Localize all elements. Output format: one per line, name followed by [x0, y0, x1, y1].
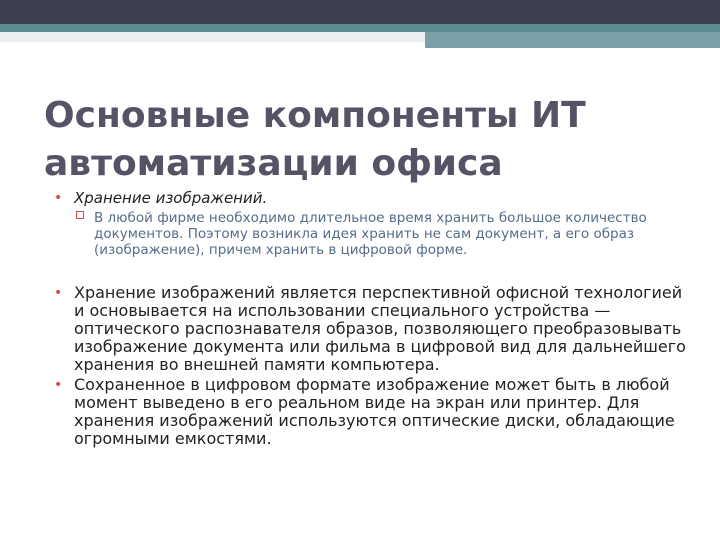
- sub-bullet-text: В любой фирме необходимо длительное время хранить большое количество документов. Поэтому возникла идея хранить не сам документ, а его образ (изображение), причем хранить в цифровой форме.: [94, 210, 647, 258]
- bullet-text: Сохраненное в цифровом формате изображение может быть в любой момент выведено в его реальном виде на экран или принтер. Для хранения изображений используются оптические диски, обладающие огромными емкостями.: [74, 375, 675, 448]
- bullet-marker-icon: •: [54, 190, 63, 206]
- header-teal-strip: [0, 24, 720, 32]
- header-teal-block: [425, 32, 720, 48]
- square-bullet-icon: [76, 211, 84, 219]
- bullet-text: Хранение изображений.: [74, 189, 268, 207]
- bullet-marker-icon: •: [54, 285, 63, 301]
- bullet-digital-output: [54, 376, 694, 448]
- bullet-technology: [54, 284, 694, 374]
- bullet-text: Хранение изображений является перспективной офисной технологией и основывается на использовании специального устройства — оптического распознавателя образов, позволяющего преобразовывать изображение документа или фильма в цифровой вид для дальнейшего хранения во внешней памяти компьютера.: [74, 283, 686, 374]
- header-light-bar: [0, 32, 425, 42]
- bullet-marker-icon: •: [54, 377, 63, 393]
- slide-content: [54, 188, 694, 448]
- slide-title: Основные компоненты ИТ автоматизации офиса: [44, 95, 586, 184]
- sub-bullet-document-storage: [76, 210, 694, 258]
- bullet-image-storage: [54, 188, 694, 208]
- header-dark-bar: [0, 0, 720, 24]
